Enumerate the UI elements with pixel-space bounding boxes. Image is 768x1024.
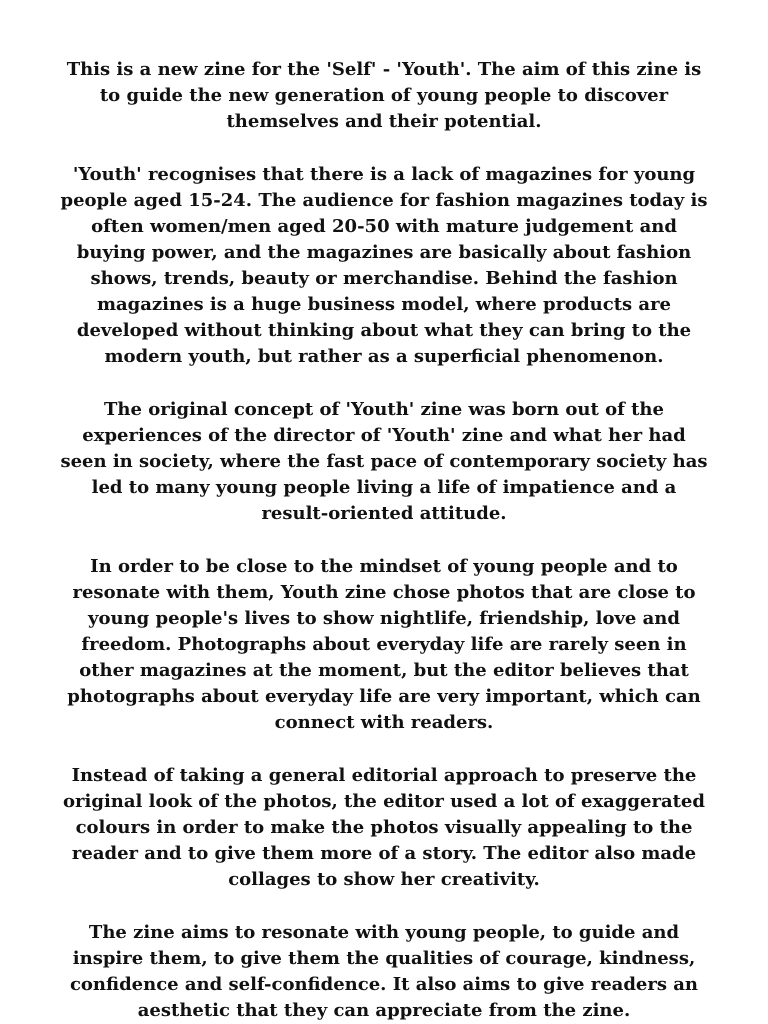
paragraph-audience: 'Youth' recognises that there is a lack of magazines for young people aged 15-24. The audience for fashion magazines today is often women/men aged 20-50 with mature judgement and buying power, and the magazines are basically about fashion shows, trends, beauty or merchandise. Behind the fashion magazines is a huge business model, where products are developed without thinking about what they can bring to the modern youth, but rather as a superficial phenomenon. (60, 164, 708, 367)
document-page (60, 57, 708, 1024)
paragraph-aims: The zine aims to resonate with young people, to guide and inspire them, to give them the qualities of courage, kindness, confidence and self-confidence. It also aims to give readers an aesthetic that they can appreciate from the zine. (69, 922, 699, 1021)
paragraph-concept: The original concept of 'Youth' zine was born out of the experiences of the director of 'Youth' zine and what her had seen in society, where the fast pace of contemporary society has led to many young people living a life of impatience and a result-oriented attitude. (60, 399, 708, 524)
paragraph-intro: This is a new zine for the 'Self' - 'Youth'. The aim of this zine is to guide the new generation of young people to discover themselves and their potential. (66, 59, 702, 132)
paragraph-photos: In order to be close to the mindset of young people and to resonate with them, Youth zine chose photos that are close to young people's lives to show nightlife, friendship, love and freedom. Photographs about everyday life are rarely seen in other magazines at the moment, but the editor believes that photographs about everyday life are very important, which can connect with readers. (67, 556, 701, 733)
paragraph-editorial: Instead of taking a general editorial approach to preserve the original look of the photos, the editor used a lot of exaggerated colours in order to make the photos visually appealing to the reader and to give them more of a story. The editor also made collages to show her creativity. (63, 765, 705, 890)
